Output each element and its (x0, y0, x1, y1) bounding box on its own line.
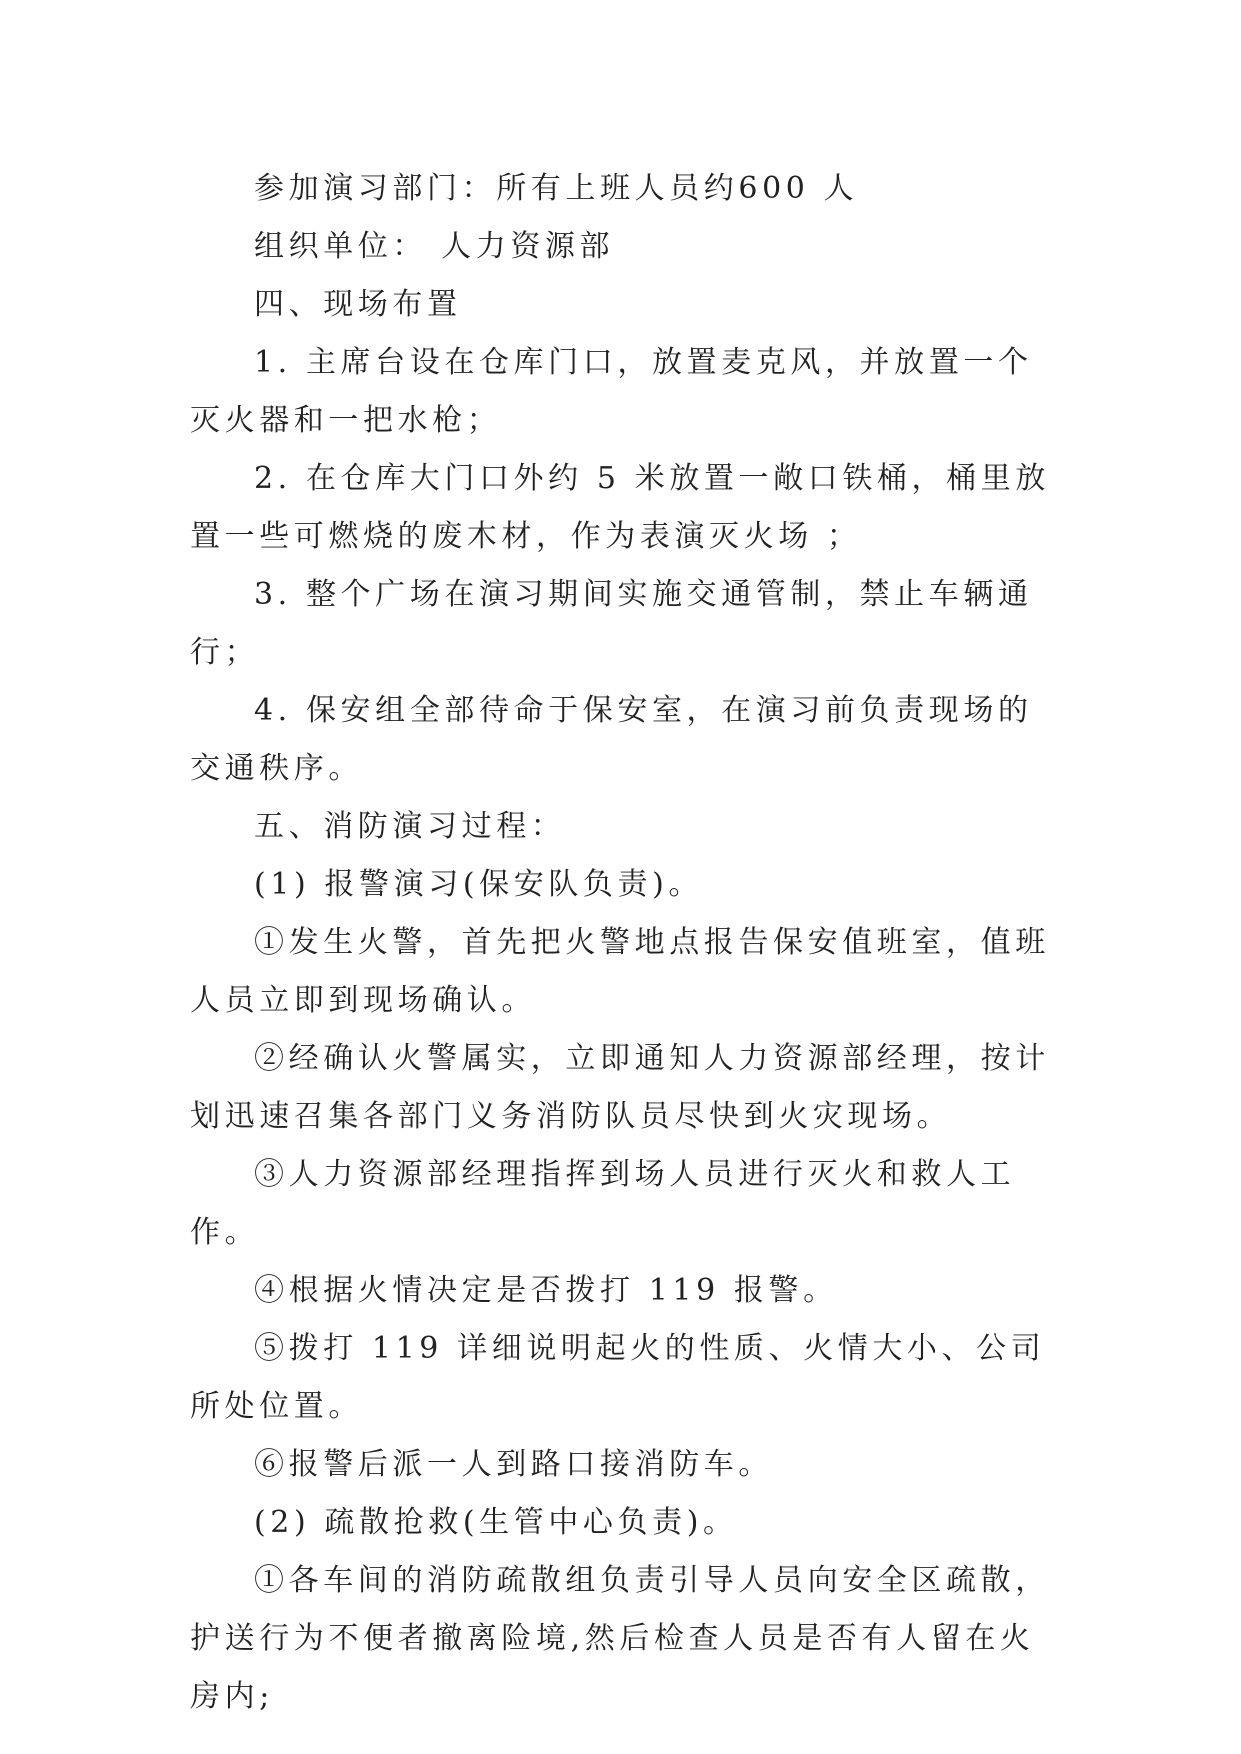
paragraph-layout-item-1: 1. 主席台设在仓库门口，放置麦克风，并放置一个灭火器和一把水枪； (190, 345, 1033, 438)
subheading-evacuation-rescue: (2) 疏散抢救(生管中心负责)。 (254, 1505, 738, 1540)
section-heading-site-layout: 四、现场布置 (254, 287, 462, 322)
paragraph-layout-item-2: 2. 在仓库大门口外约 5 米放置一敞口铁桶，桶里放置一些可燃烧的废木材，作为表演灭火场 ； (190, 461, 1050, 554)
subheading-alarm-drill: (1) 报警演习(保安队负责)。 (254, 867, 704, 902)
paragraph-alarm-step-4: ④根据火情决定是否拨打 119 报警。 (254, 1273, 838, 1308)
paragraph-alarm-step-5: ⑤拨打 119 详细说明起火的性质、火情大小、公司所处位置。 (190, 1331, 1046, 1424)
paragraph-alarm-step-1: ①发生火警，首先把火警地点报告保安值班室，值班人员立即到现场确认。 (190, 925, 1050, 1018)
paragraph-organizer: 组织单位： 人力资源部 (254, 229, 615, 264)
section-heading-drill-process: 五、消防演习过程： (254, 809, 566, 844)
document-body (190, 160, 1050, 1726)
paragraph-participants: 参加演习部门：所有上班人员约600 人 (254, 171, 859, 206)
paragraph-alarm-step-6: ⑥报警后派一人到路口接消防车。 (254, 1447, 773, 1482)
paragraph-layout-item-3: 3. 整个广场在演习期间实施交通管制，禁止车辆通行； (190, 577, 1033, 670)
paragraph-alarm-step-3: ③人力资源部经理指挥到场人员进行灭火和救人工作。 (190, 1157, 1016, 1250)
paragraph-layout-item-4: 4. 保安组全部待命于保安室，在演习前负责现场的交通秩序。 (190, 693, 1033, 786)
paragraph-alarm-step-2: ②经确认火警属实，立即通知人力资源部经理，按计划迅速召集各部门义务消防队员尽快到火灾现场。 (190, 1041, 1050, 1134)
paragraph-evacuation-step-1: ①各车间的消防疏散组负责引导人员向安全区疏散，护送行为不便者撤离险境,然后检查人员是否有人留在火房内; (190, 1563, 1050, 1714)
